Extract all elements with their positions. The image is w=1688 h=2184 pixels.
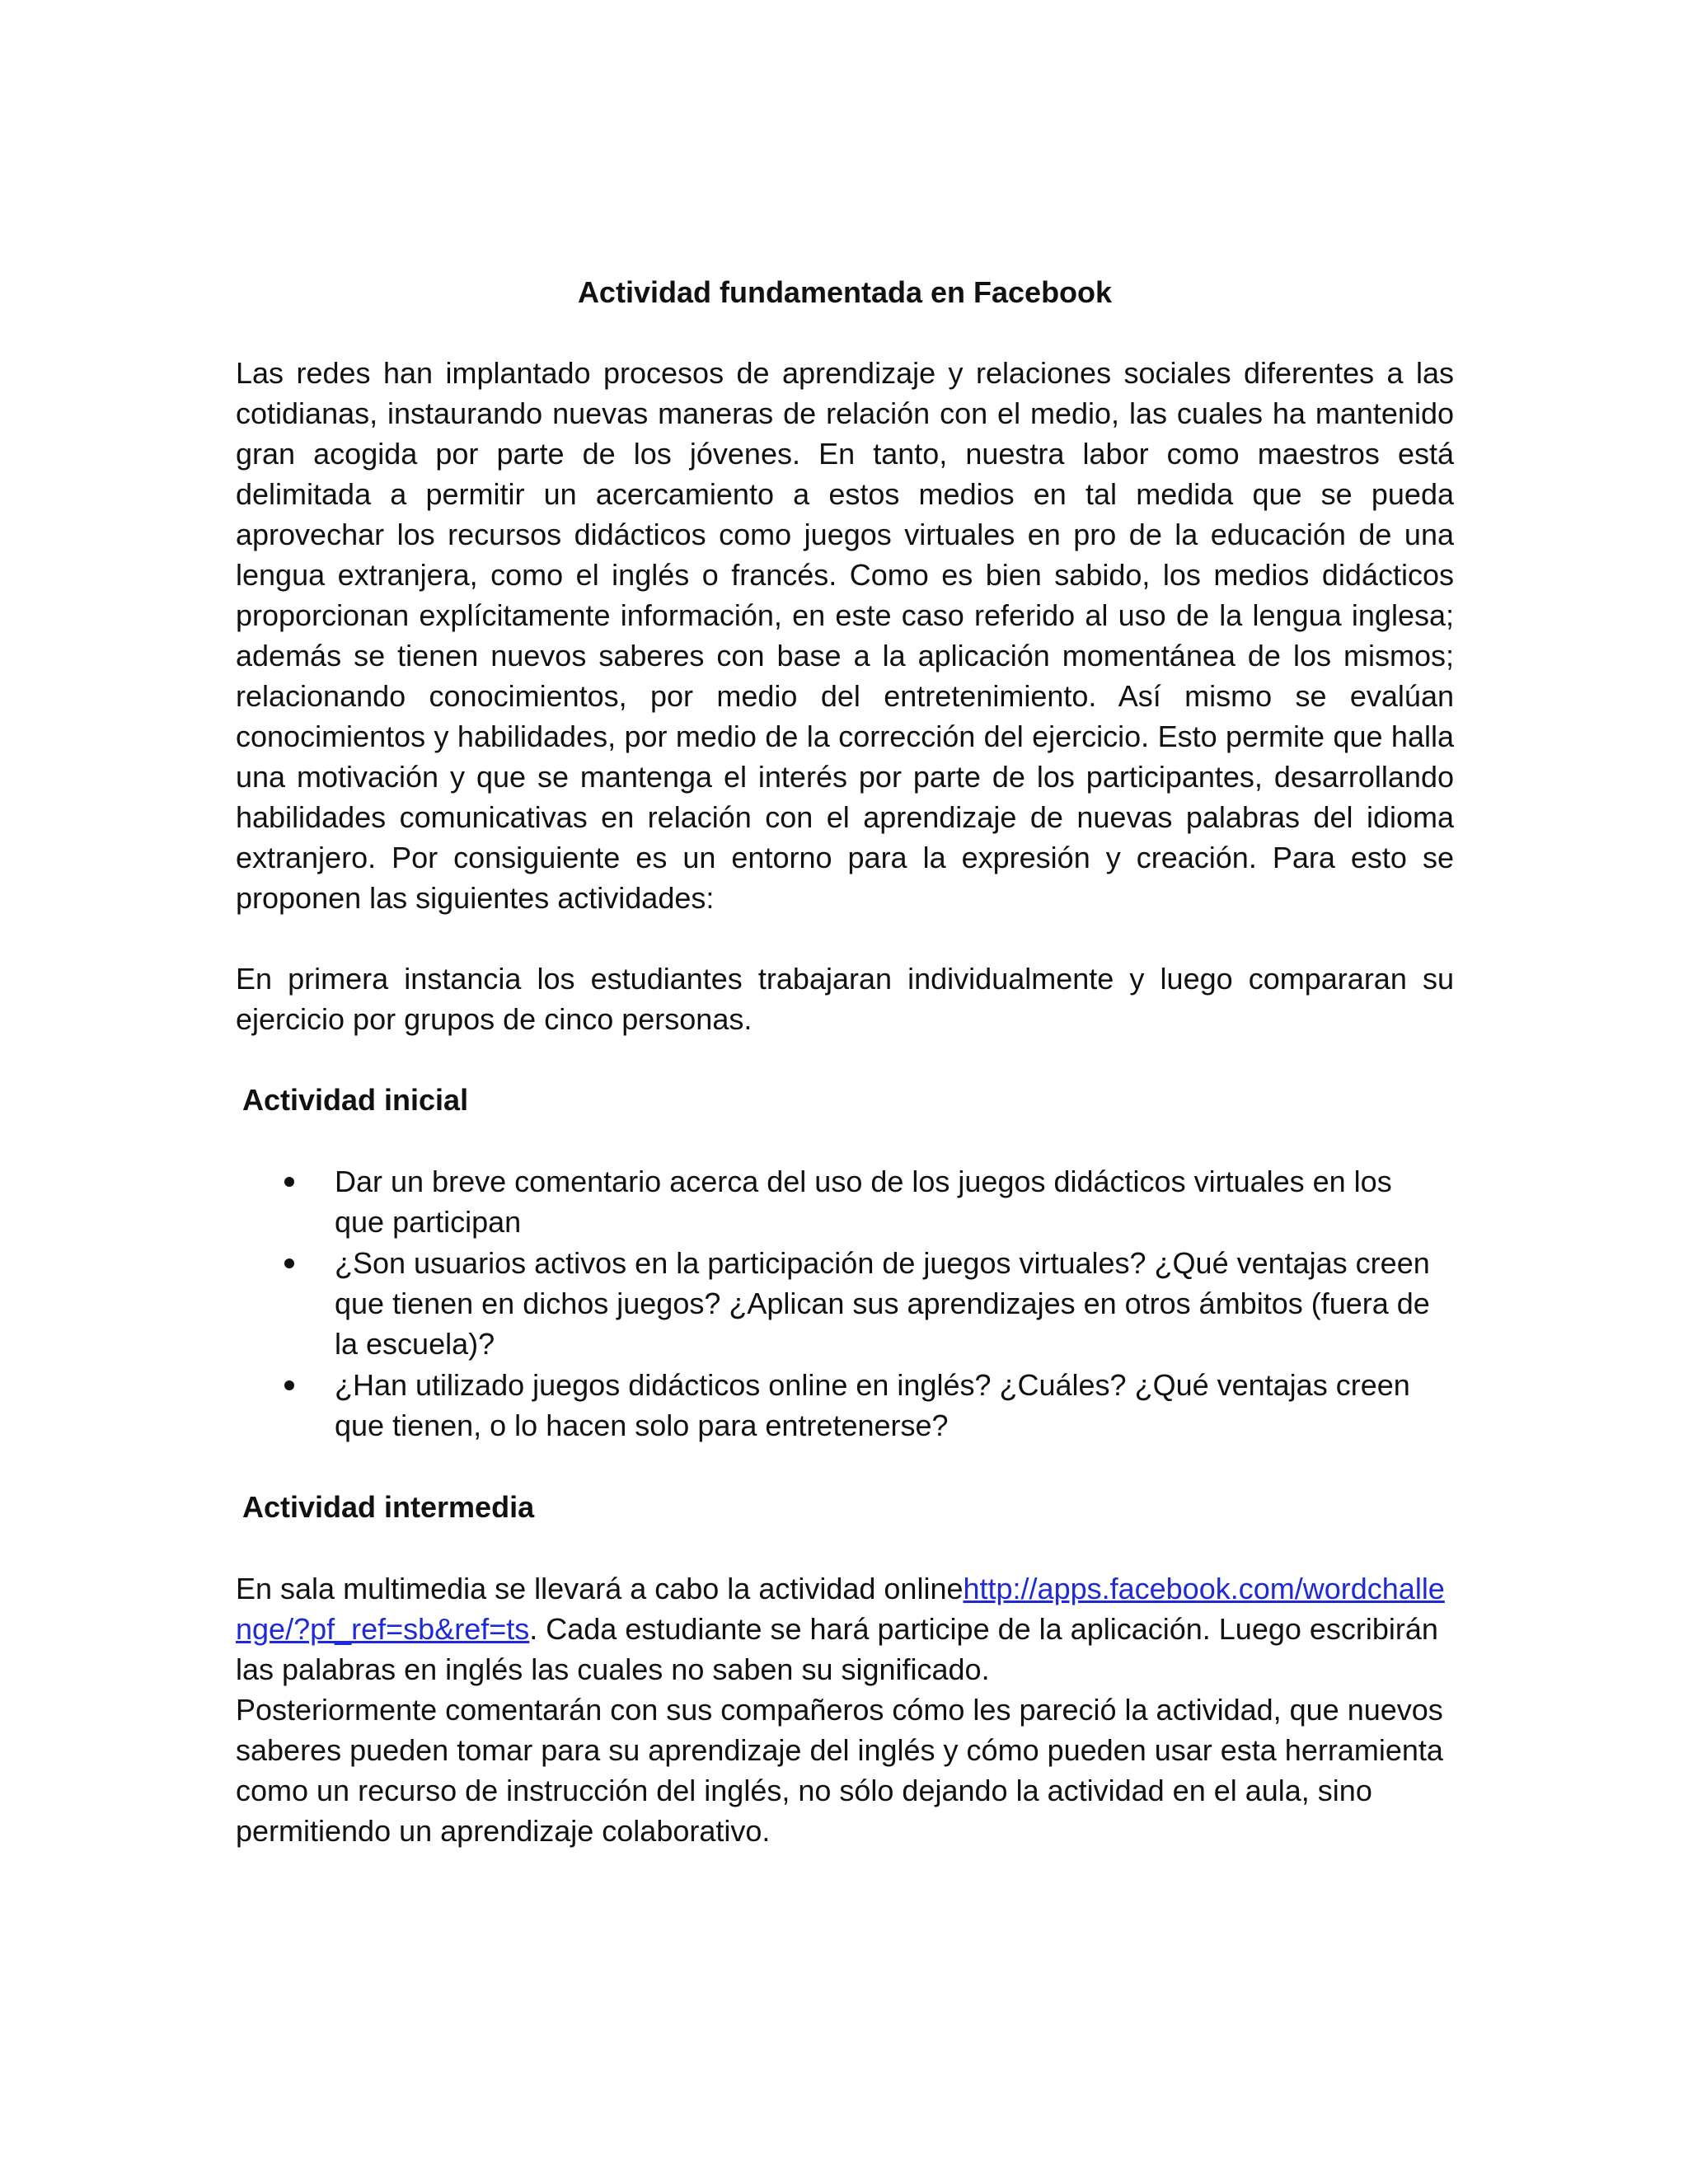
- intermediate-text-before-link: En sala multimedia se llevará a cabo la actividad online: [236, 1572, 964, 1605]
- list-item: [236, 1243, 1454, 1364]
- intermediate-text-after-link: . Cada estudiante se hará participe de la aplicación. Luego escribirán las palabras en inglés las cuales no saben su significado.: [236, 1612, 1438, 1686]
- intermediate-activity-heading: Actividad intermedia: [242, 1490, 535, 1524]
- bullet-icon: [284, 1177, 294, 1187]
- paragraph-spacer: [236, 1039, 1454, 1080]
- work-paragraph: En primera instancia los estudiantes trabajaran individualmente y luego compararan su ejercicio por grupos de cinco personas.: [236, 962, 1454, 1036]
- bullet-icon: [284, 1380, 294, 1390]
- intermediate-activity-paragraph: [236, 1568, 1454, 1690]
- document-title: Actividad fundamentada en Facebook: [577, 275, 1113, 309]
- closing-paragraph: Posteriormente comentarán con sus compañeros cómo les pareció la actividad, que nuevos saberes pueden tomar para su aprendizaje del inglés y cómo pueden usar esta herramienta como un recurso de instrucción del inglés, no sólo dejando la actividad en el aula, sino permitiendo un aprendizaje colaborativo.: [236, 1693, 1443, 1848]
- list-item-text: Dar un breve comentario acerca del uso de los juegos didácticos virtuales en los que participan: [335, 1165, 1392, 1239]
- bullet-icon: [284, 1258, 294, 1268]
- initial-activity-heading: Actividad inicial: [242, 1083, 469, 1117]
- list-item-text: ¿Han utilizado juegos didácticos online en inglés? ¿Cuáles? ¿Qué ventajas creen que tienen, o lo hacen solo para entretenerse?: [335, 1368, 1410, 1442]
- document-content: [236, 272, 1454, 1851]
- list-item: [236, 1161, 1454, 1242]
- paragraph-spacer: [236, 1446, 1454, 1487]
- list-item-text: ¿Son usuarios activos en la participación de juegos virtuales? ¿Qué ventajas creen que tienen en dichos juegos? ¿Aplican sus aprendizajes en otros ámbitos (fuera de la escuela)?: [335, 1246, 1430, 1361]
- wordchallenge-link[interactable]: http://apps.facebook.com/wordchallenge/?pf_ref=sb&ref=ts: [236, 1572, 1445, 1646]
- intro-paragraph: Las redes han implantado procesos de aprendizaje y relaciones sociales diferentes a las cotidianas, instaurando nuevas maneras de relación con el medio, las cuales ha mantenido gran acogida por parte de los jóvenes. En tanto, nuestra labor como maestros está delimitada a permitir un acercamiento a estos medios en tal medida que se pueda aprovechar los recursos didácticos como juegos virtuales en pro de la educación de una lengua extranjera, como el inglés o francés. Como es bien sabido, los medios didácticos proporcionan explícitamente información, en este caso referido al uso de la lengua inglesa; además se tienen nuevos saberes con base a la aplicación momentánea de los mismos; relacionando conocimientos, por medio del entretenimiento. Así mismo se evalúan conocimientos y habilidades, por medio de la corrección del ejercicio. Esto permite que halla una motivación y que se mantenga el interés por parte de los participantes, desarrollando habilidades comunicativas en relación con el aprendizaje de nuevas palabras del idioma extranjero. Por consiguiente es un entorno para la expresión y creación. Para esto se proponen las siguientes actividades:: [236, 356, 1454, 915]
- list-item: [236, 1365, 1454, 1446]
- initial-activity-list: [236, 1161, 1454, 1446]
- paragraph-spacer: [236, 918, 1454, 958]
